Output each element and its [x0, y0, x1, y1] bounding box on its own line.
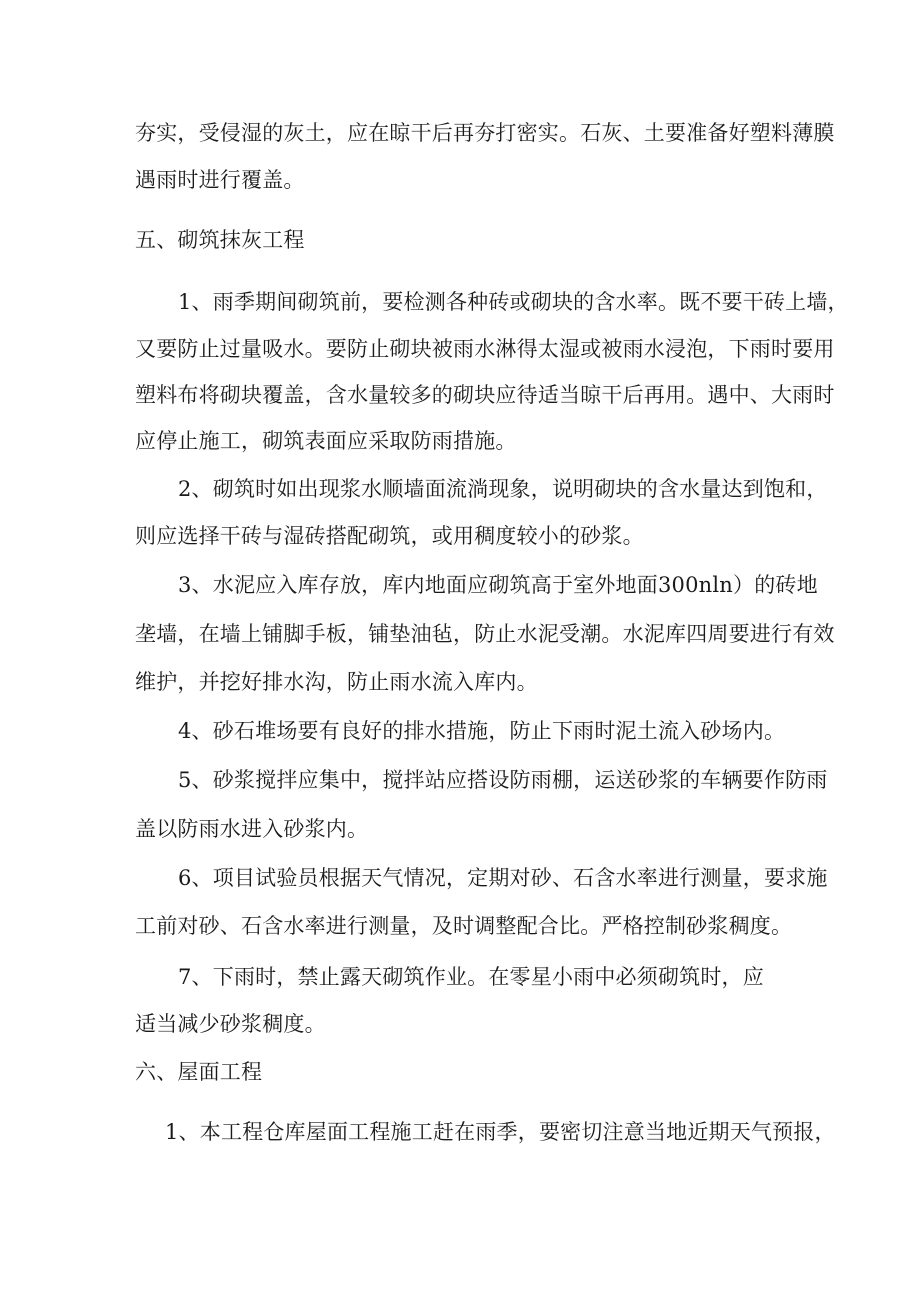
- text-line: 塑料布将砌块覆盖，含水量较多的砌块应待适当晾干后再用。遇中、大雨时: [135, 383, 835, 407]
- text-line: 1、本工程仓库屋面工程施工赶在雨季，要密切注意当地近期天气预报，: [165, 1120, 836, 1144]
- text-line: 应停止施工，砌筑表面应采取防雨措施。: [135, 429, 517, 453]
- text-line: 6、项目试验员根据天气情况，定期对砂、石含水率进行测量，要求施: [178, 866, 828, 890]
- text-line: 7、下雨时，禁止露天砌筑作业。在零星小雨中必须砌筑时，应: [178, 965, 764, 989]
- text-line: 4、砂石堆场要有良好的排水措施，防止下雨时泥土流入砂场内。: [178, 719, 786, 743]
- section-heading: 六、屋面工程: [135, 1060, 263, 1084]
- text-line: 5、砂浆搅拌应集中，搅拌站应搭设防雨棚，运送砂浆的车辆要作防雨: [178, 768, 828, 792]
- text-line: 适当减少砂浆稠度。: [135, 1012, 326, 1036]
- text-line: 遇雨时进行覆盖。: [135, 168, 305, 192]
- text-line: 垄墙，在墙上铺脚手板，铺垫油毡，防止水泥受潮。水泥库四周要进行有效: [135, 622, 835, 646]
- text-line: 则应选择干砖与湿砖搭配砌筑，或用稠度较小的砂浆。: [135, 524, 644, 548]
- text-line: 工前对砂、石含水率进行测量，及时调整配合比。严格控制砂浆稠度。: [135, 914, 793, 938]
- text-line: 又要防止过量吸水。要防止砌块被雨水淋得太湿或被雨水浸泡，下雨时要用: [135, 337, 835, 361]
- text-line: 1、雨季期间砌筑前，要检测各种砖或砌块的含水率。既不要干砖上墙，: [178, 290, 849, 314]
- text-line: 维护，并挖好排水沟，防止雨水流入库内。: [135, 670, 538, 694]
- section-heading: 五、砌筑抹灰工程: [135, 228, 305, 252]
- text-line: 2、砌筑时如出现浆水顺墙面流淌现象，说明砌块的含水量达到饱和，: [178, 477, 828, 501]
- text-line: 夯实，受侵湿的灰土，应在晾干后再夯打密实。石灰、土要准备好塑料薄膜: [135, 121, 835, 145]
- text-line: 盖以防雨水进入砂浆内。: [135, 817, 369, 841]
- text-line: 3、水泥应入库存放，库内地面应砌筑高于室外地面300nln）的砖地: [178, 573, 818, 597]
